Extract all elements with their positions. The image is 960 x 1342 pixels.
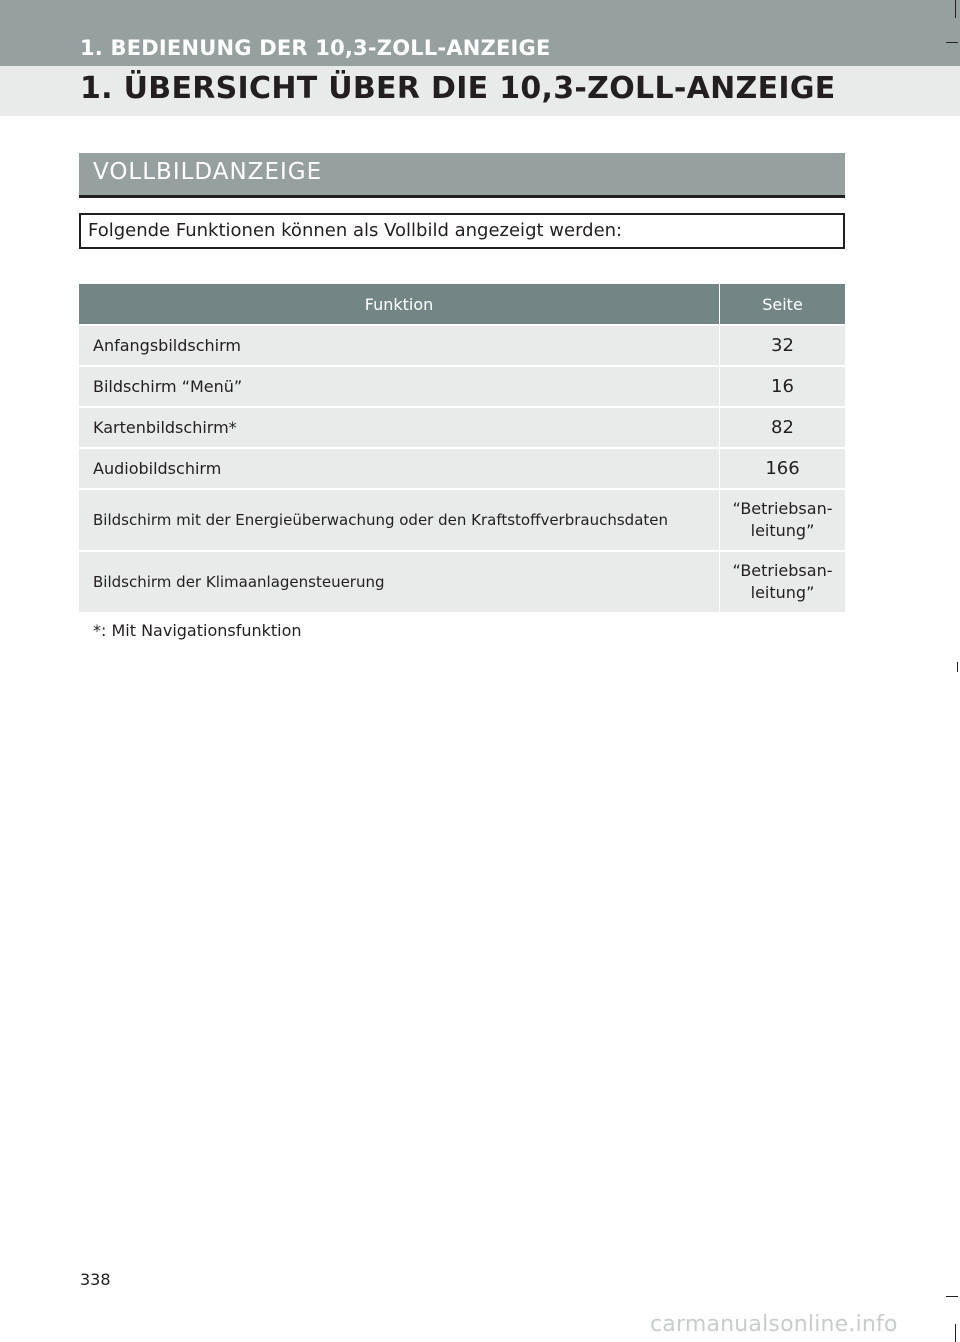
page-cell: 82 [720,407,846,448]
table-header-row [79,284,845,325]
page-cell [720,551,846,612]
crop-mark [955,0,956,18]
column-header-function: Funktion [79,284,720,325]
page-cell-line1: “Betriebsan- [732,561,833,580]
table-row [79,366,845,407]
watermark: carmanualsonline.info [650,1312,898,1337]
function-cell: Anfangsbildschirm [79,325,720,366]
page-cell-line2: leitung” [750,521,815,540]
title-band [0,66,960,116]
crop-mark [946,1296,958,1297]
page-title: 1. ÜBERSICHT ÜBER DIE 10,3-ZOLL-ANZEIGE [80,71,836,106]
crop-mark [957,662,958,672]
table-row [79,489,845,551]
page-number: 338 [80,1270,111,1289]
function-cell: Kartenbildschirm* [79,407,720,448]
function-cell: Audiobildschirm [79,448,720,489]
function-cell: Bildschirm mit der Energieüberwachung oder den Kraftstoffverbrauchsdaten [79,489,720,551]
function-table [79,284,845,612]
page-cell-line2: leitung” [750,583,815,602]
table-row [79,325,845,366]
table-row [79,407,845,448]
page-cell: 16 [720,366,846,407]
table-row [79,448,845,489]
column-header-page: Seite [720,284,846,325]
crop-mark [955,1324,956,1342]
chapter-band [0,0,960,66]
function-cell: Bildschirm der Klimaanlagensteuerung [79,551,720,612]
page-cell: 32 [720,325,846,366]
page-cell [720,489,846,551]
page-cell-line1: “Betriebsan- [732,499,833,518]
table-footnote: *: Mit Navigationsfunktion [93,621,302,640]
crop-mark [946,42,958,43]
page-cell: 166 [720,448,846,489]
intro-text: Folgende Funktionen können als Vollbild angezeigt werden: [88,220,623,241]
intro-box [79,213,845,249]
section-heading-label: VOLLBILDANZEIGE [93,159,323,185]
chapter-title: 1. BEDIENUNG DER 10,3-ZOLL-ANZEIGE [80,36,551,60]
table-row [79,551,845,612]
section-heading [79,153,845,198]
function-cell: Bildschirm “Menü” [79,366,720,407]
